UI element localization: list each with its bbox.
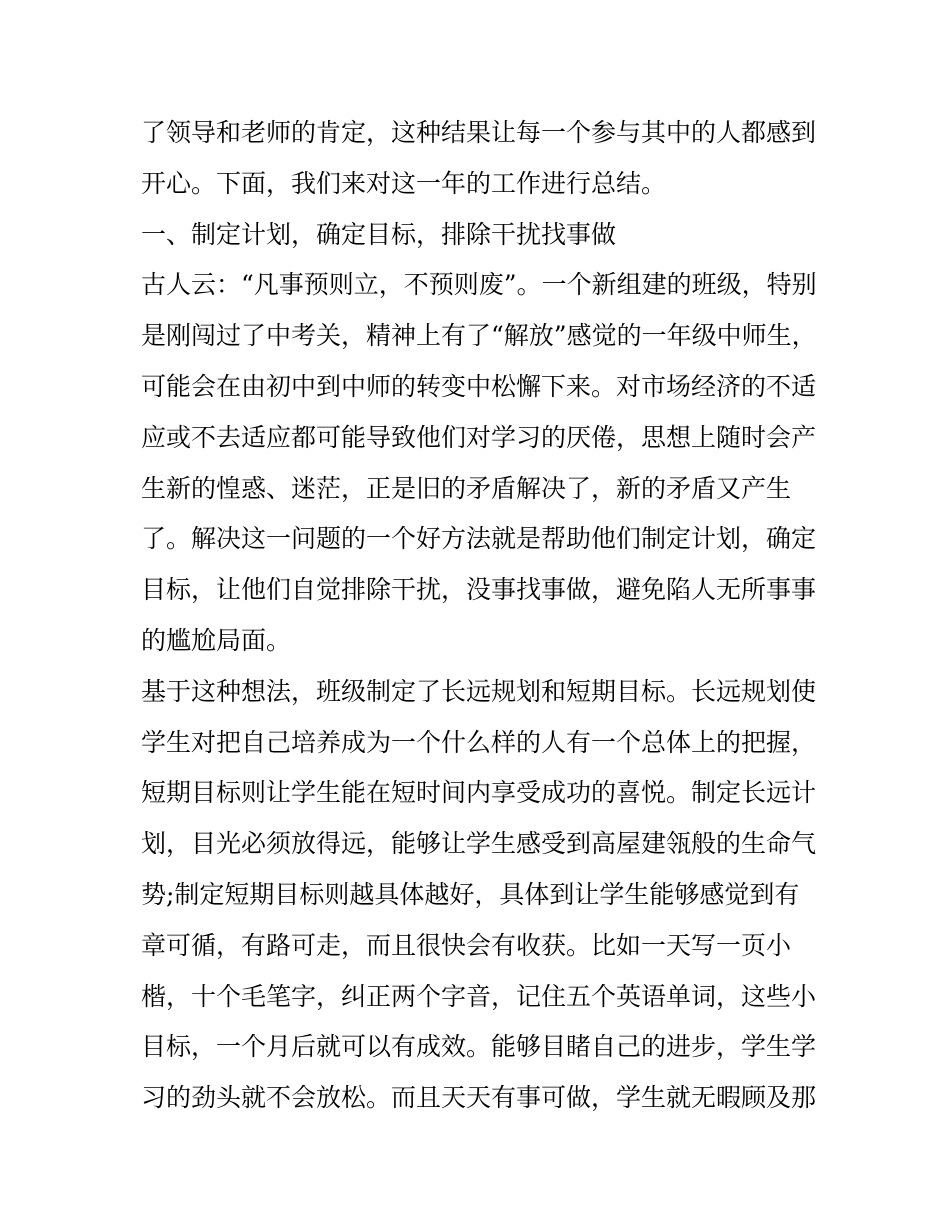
section-heading: 一、制定计划，确定目标，排除干扰找事做 — [141, 219, 617, 249]
text-line: 的尴尬局面。 — [141, 625, 292, 655]
text-line: 应或不去适应都可能导致他们对学习的厌倦，思想上随时会产 — [141, 422, 817, 452]
text-line: 了。解决这一问题的一个好方法就是帮助他们制定计划，确定 — [141, 524, 817, 554]
text-line: 楷，十个毛笔字，纠正两个字音，记住五个英语单词，这些小 — [141, 981, 817, 1011]
text-line: 可能会在由初中到中师的转变中松懈下来。对市场经济的不适 — [141, 371, 817, 401]
text-line: 生新的惶惑、迷茫，正是旧的矛盾解决了，新的矛盾又产生 — [141, 473, 792, 503]
text-line: 目标，一个月后就可以有成效。能够目睹自己的进步，学生学 — [141, 1032, 817, 1062]
text-line: 是刚闯过了中考关，精神上有了“解放”感觉的一年级中师生， — [141, 321, 817, 351]
body-text — [141, 108, 821, 1124]
text-line: 划，目光必须放得远，能够让学生感受到高屋建瓴般的生命气 — [141, 829, 817, 859]
text-line: 势;制定短期目标则越具体越好，具体到让学生能够感觉到有 — [141, 879, 800, 909]
text-line: 了领导和老师的肯定，这种结果让每一个参与其中的人都感到 — [141, 118, 817, 147]
text-line: 短期目标则让学生能在短时间内享受成功的喜悦。制定长远计 — [141, 778, 817, 808]
text-line: 习的劲头就不会放松。而且天天有事可做，学生就无暇顾及那 — [141, 1083, 817, 1113]
text-line: 目标，让他们自觉排除干扰，没事找事做，避免陷人无所事事 — [141, 575, 817, 605]
text-line: 章可循，有路可走，而且很快会有收获。比如一天写一页小 — [141, 930, 792, 960]
text-line: 学生对把自己培养成为一个什么样的人有一个总体上的把握， — [141, 727, 817, 757]
text-line: 开心。下面，我们来对这一年的工作进行总结。 — [141, 168, 667, 198]
text-line: 基于这种想法，班级制定了长远规划和短期目标。长远规划使 — [141, 676, 817, 706]
text-line: 古人云：“凡事预则立，不预则废”。一个新组建的班级，特别 — [141, 270, 817, 300]
